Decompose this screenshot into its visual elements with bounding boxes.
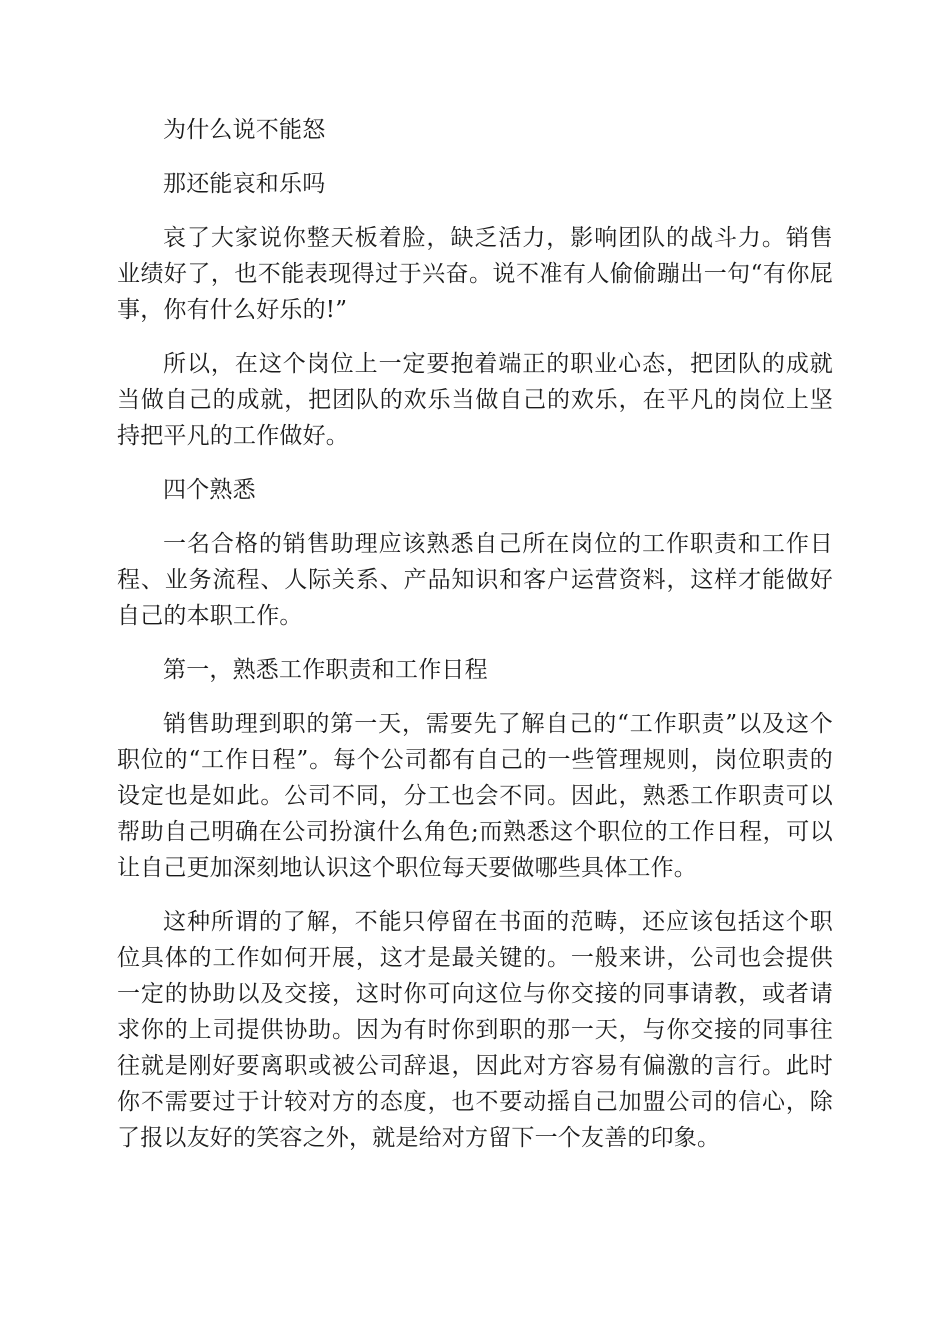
paragraph-professional-attitude: 所以，在这个岗位上一定要抱着端正的职业心态，把团队的成就当做自己的成就，把团队的欢乐当做自己的欢乐，在平凡的岗位上坚持把平凡的工作做好。 [117, 351, 833, 449]
heading-four-familiarities: 四个熟悉 [163, 477, 256, 503]
heading-sorrow-and-joy: 那还能哀和乐吗 [163, 171, 326, 197]
paragraph-sorrow-joy-explanation: 哀了大家说你整天板着脸，缺乏活力，影响团队的战斗力。销售业绩好了，也不能表现得过于兴奋。说不准有人偷偷蹦出一句“有你屁事，你有什么好乐的!” [117, 225, 833, 323]
paragraph-first-day: 销售助理到职的第一天，需要先了解自己的“工作职责”以及这个职位的“工作日程”。每个公司都有自己的一些管理规则，岗位职责的设定也是如此。公司不同，分工也会不同。因此，熟悉工作职责可以帮助自己明确在公司扮演什么角色;而熟悉这个职位的工作日程，可以让自己更加深刻地认识这个职位每天要做哪些具体工作。 [117, 711, 833, 881]
heading-why-not-angry: 为什么说不能怒 [163, 117, 326, 143]
paragraph-qualified-assistant: 一名合格的销售助理应该熟悉自己所在岗位的工作职责和工作日程、业务流程、人际关系、产品知识和客户运营资料，这样才能做好自己的本职工作。 [117, 531, 833, 629]
document-page [117, 112, 833, 1174]
heading-first-duties-schedule: 第一，熟悉工作职责和工作日程 [163, 657, 488, 683]
paragraph-understanding-handover: 这种所谓的了解，不能只停留在书面的范畴，还应该包括这个职位具体的工作如何开展，这才是最关键的。一般来讲，公司也会提供一定的协助以及交接，这时你可向这位与你交接的同事请教，或者请求你的上司提供协助。因为有时你到职的那一天，与你交接的同事往往就是刚好要离职或被公司辞退，因此对方容易有偏激的言行。此时你不需要过于计较对方的态度，也不要动摇自己加盟公司的信心，除了报以友好的笑容之外，就是给对方留下一个友善的印象。 [117, 909, 833, 1151]
